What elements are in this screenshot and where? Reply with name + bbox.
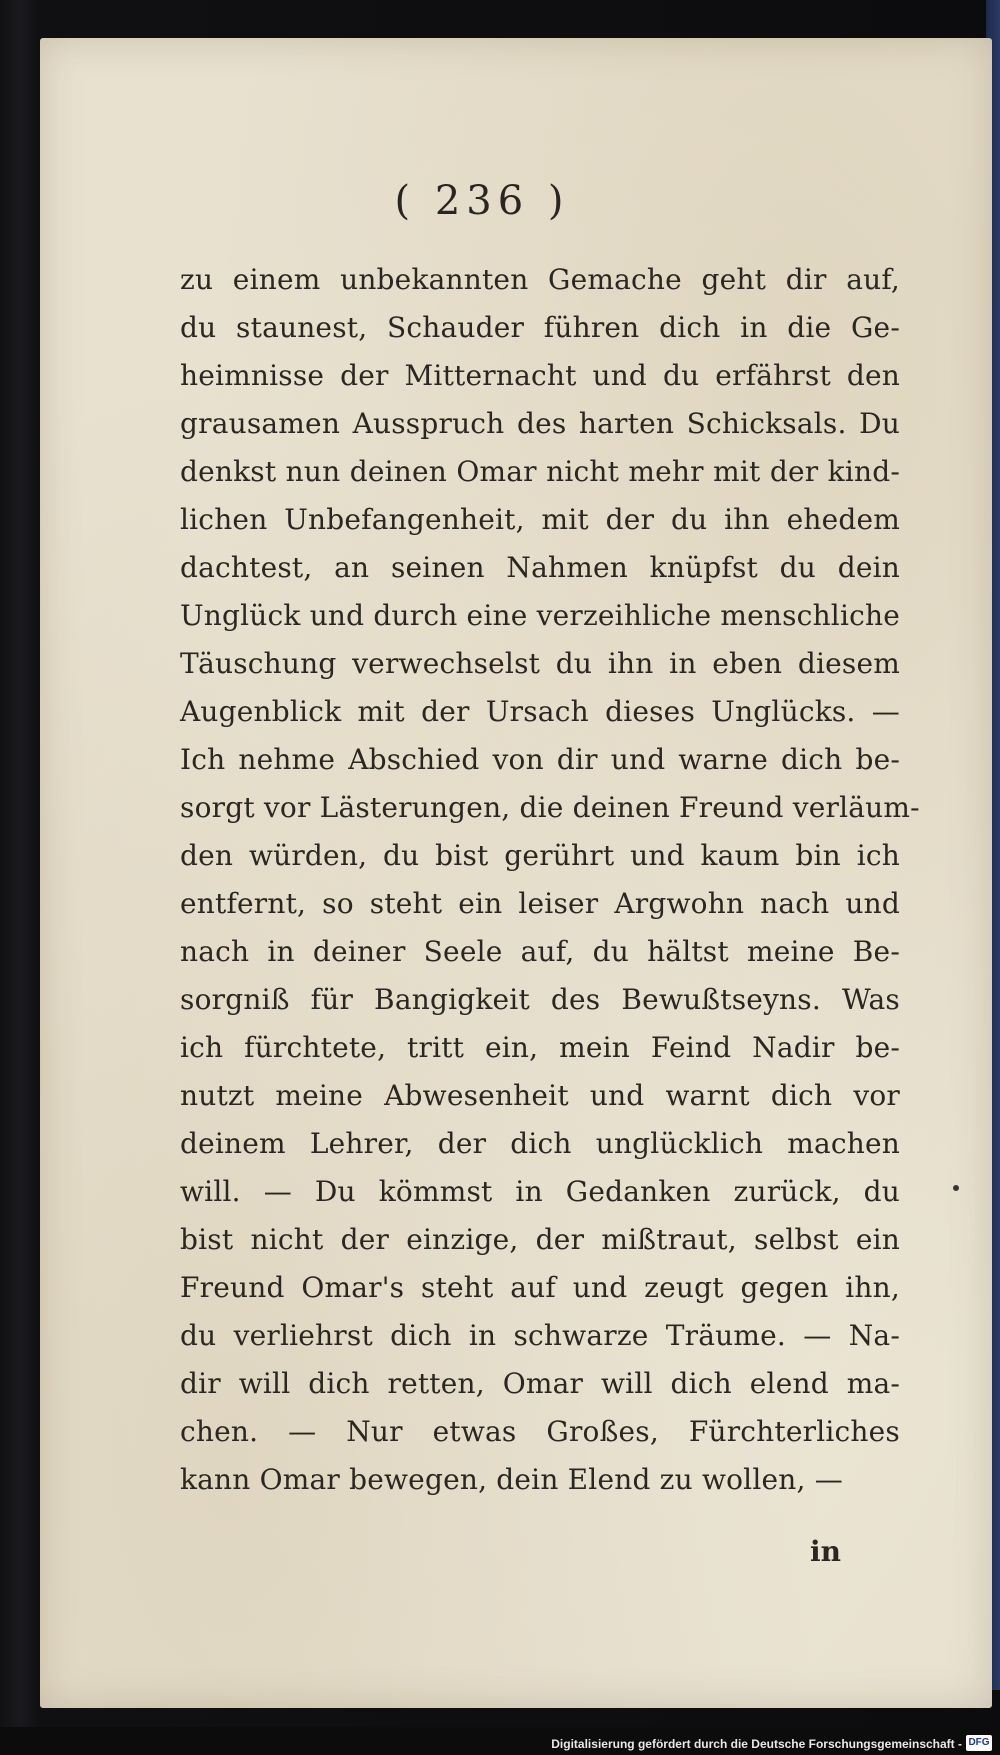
text-line: ich fürchtete, tritt ein, mein Feind Nadir be- <box>180 1031 900 1064</box>
text-line: dachtest, an seinen Nahmen knüpfst du dein <box>180 551 900 584</box>
book-page <box>40 38 992 1708</box>
text-line: denkst nun deinen Omar nicht mehr mit der kind- <box>180 455 900 488</box>
text-line: sorgniß für Bangigkeit des Bewußtseyns. Was <box>180 983 900 1016</box>
text-line: chen. — Nur etwas Großes, Fürchterliches <box>180 1415 900 1448</box>
text-line: nach in deiner Seele auf, du hältst meine Be- <box>180 935 900 968</box>
text-line: entfernt, so steht ein leiser Argwohn nach und <box>180 887 900 920</box>
text-line: nutzt meine Abwesenheit und warnt dich vor <box>180 1079 900 1112</box>
text-line: will. — Du kömmst in Gedanken zurück, du <box>180 1175 900 1208</box>
text-line: kann Omar bewegen, dein Elend zu wollen, — <box>180 1463 843 1496</box>
text-line: zu einem unbekannten Gemache geht dir auf, <box>180 263 900 296</box>
text-line: sorgt vor Lästerungen, die deinen Freund verläum- <box>180 791 920 824</box>
text-line: lichen Unbefangenheit, mit der du ihn ehedem <box>180 503 900 536</box>
catchword: in <box>810 1535 841 1568</box>
text-line: Ich nehme Abschied von dir und warne dich be- <box>180 743 900 776</box>
dfg-logo: DFG <box>966 1735 992 1751</box>
text-line: heimnisse der Mitternacht und du erfährst den <box>180 359 900 392</box>
digitization-credit: Digitalisierung gefördert durch die Deutsche Forschungsgemeinschaft - <box>551 1737 962 1751</box>
text-line: Freund Omar's steht auf und zeugt gegen ihn, <box>180 1271 900 1304</box>
text-line: deinem Lehrer, der dich unglücklich machen <box>180 1127 900 1160</box>
footer-bar <box>0 1727 1000 1755</box>
text-line: Täuschung verwechselst du ihn in eben diesem <box>180 647 900 680</box>
text-line: dir will dich retten, Omar will dich elend ma- <box>180 1367 900 1400</box>
page-number: ( 236 ) <box>394 178 570 224</box>
text-line: grausamen Ausspruch des harten Schicksals. Du <box>180 407 900 440</box>
text-line: du verliehrst dich in schwarze Träume. — Na- <box>180 1319 900 1352</box>
text-line: den würden, du bist gerührt und kaum bin ich <box>180 839 900 872</box>
text-line: Unglück und durch eine verzeihliche menschliche <box>180 599 900 632</box>
body-text <box>180 256 920 1504</box>
text-line: bist nicht der einzige, der mißtraut, selbst ein <box>180 1223 900 1256</box>
ink-speck <box>953 1185 959 1191</box>
text-line: du staunest, Schauder führen dich in die Ge- <box>180 311 900 344</box>
text-line: Augenblick mit der Ursach dieses Unglücks. — <box>180 695 900 728</box>
